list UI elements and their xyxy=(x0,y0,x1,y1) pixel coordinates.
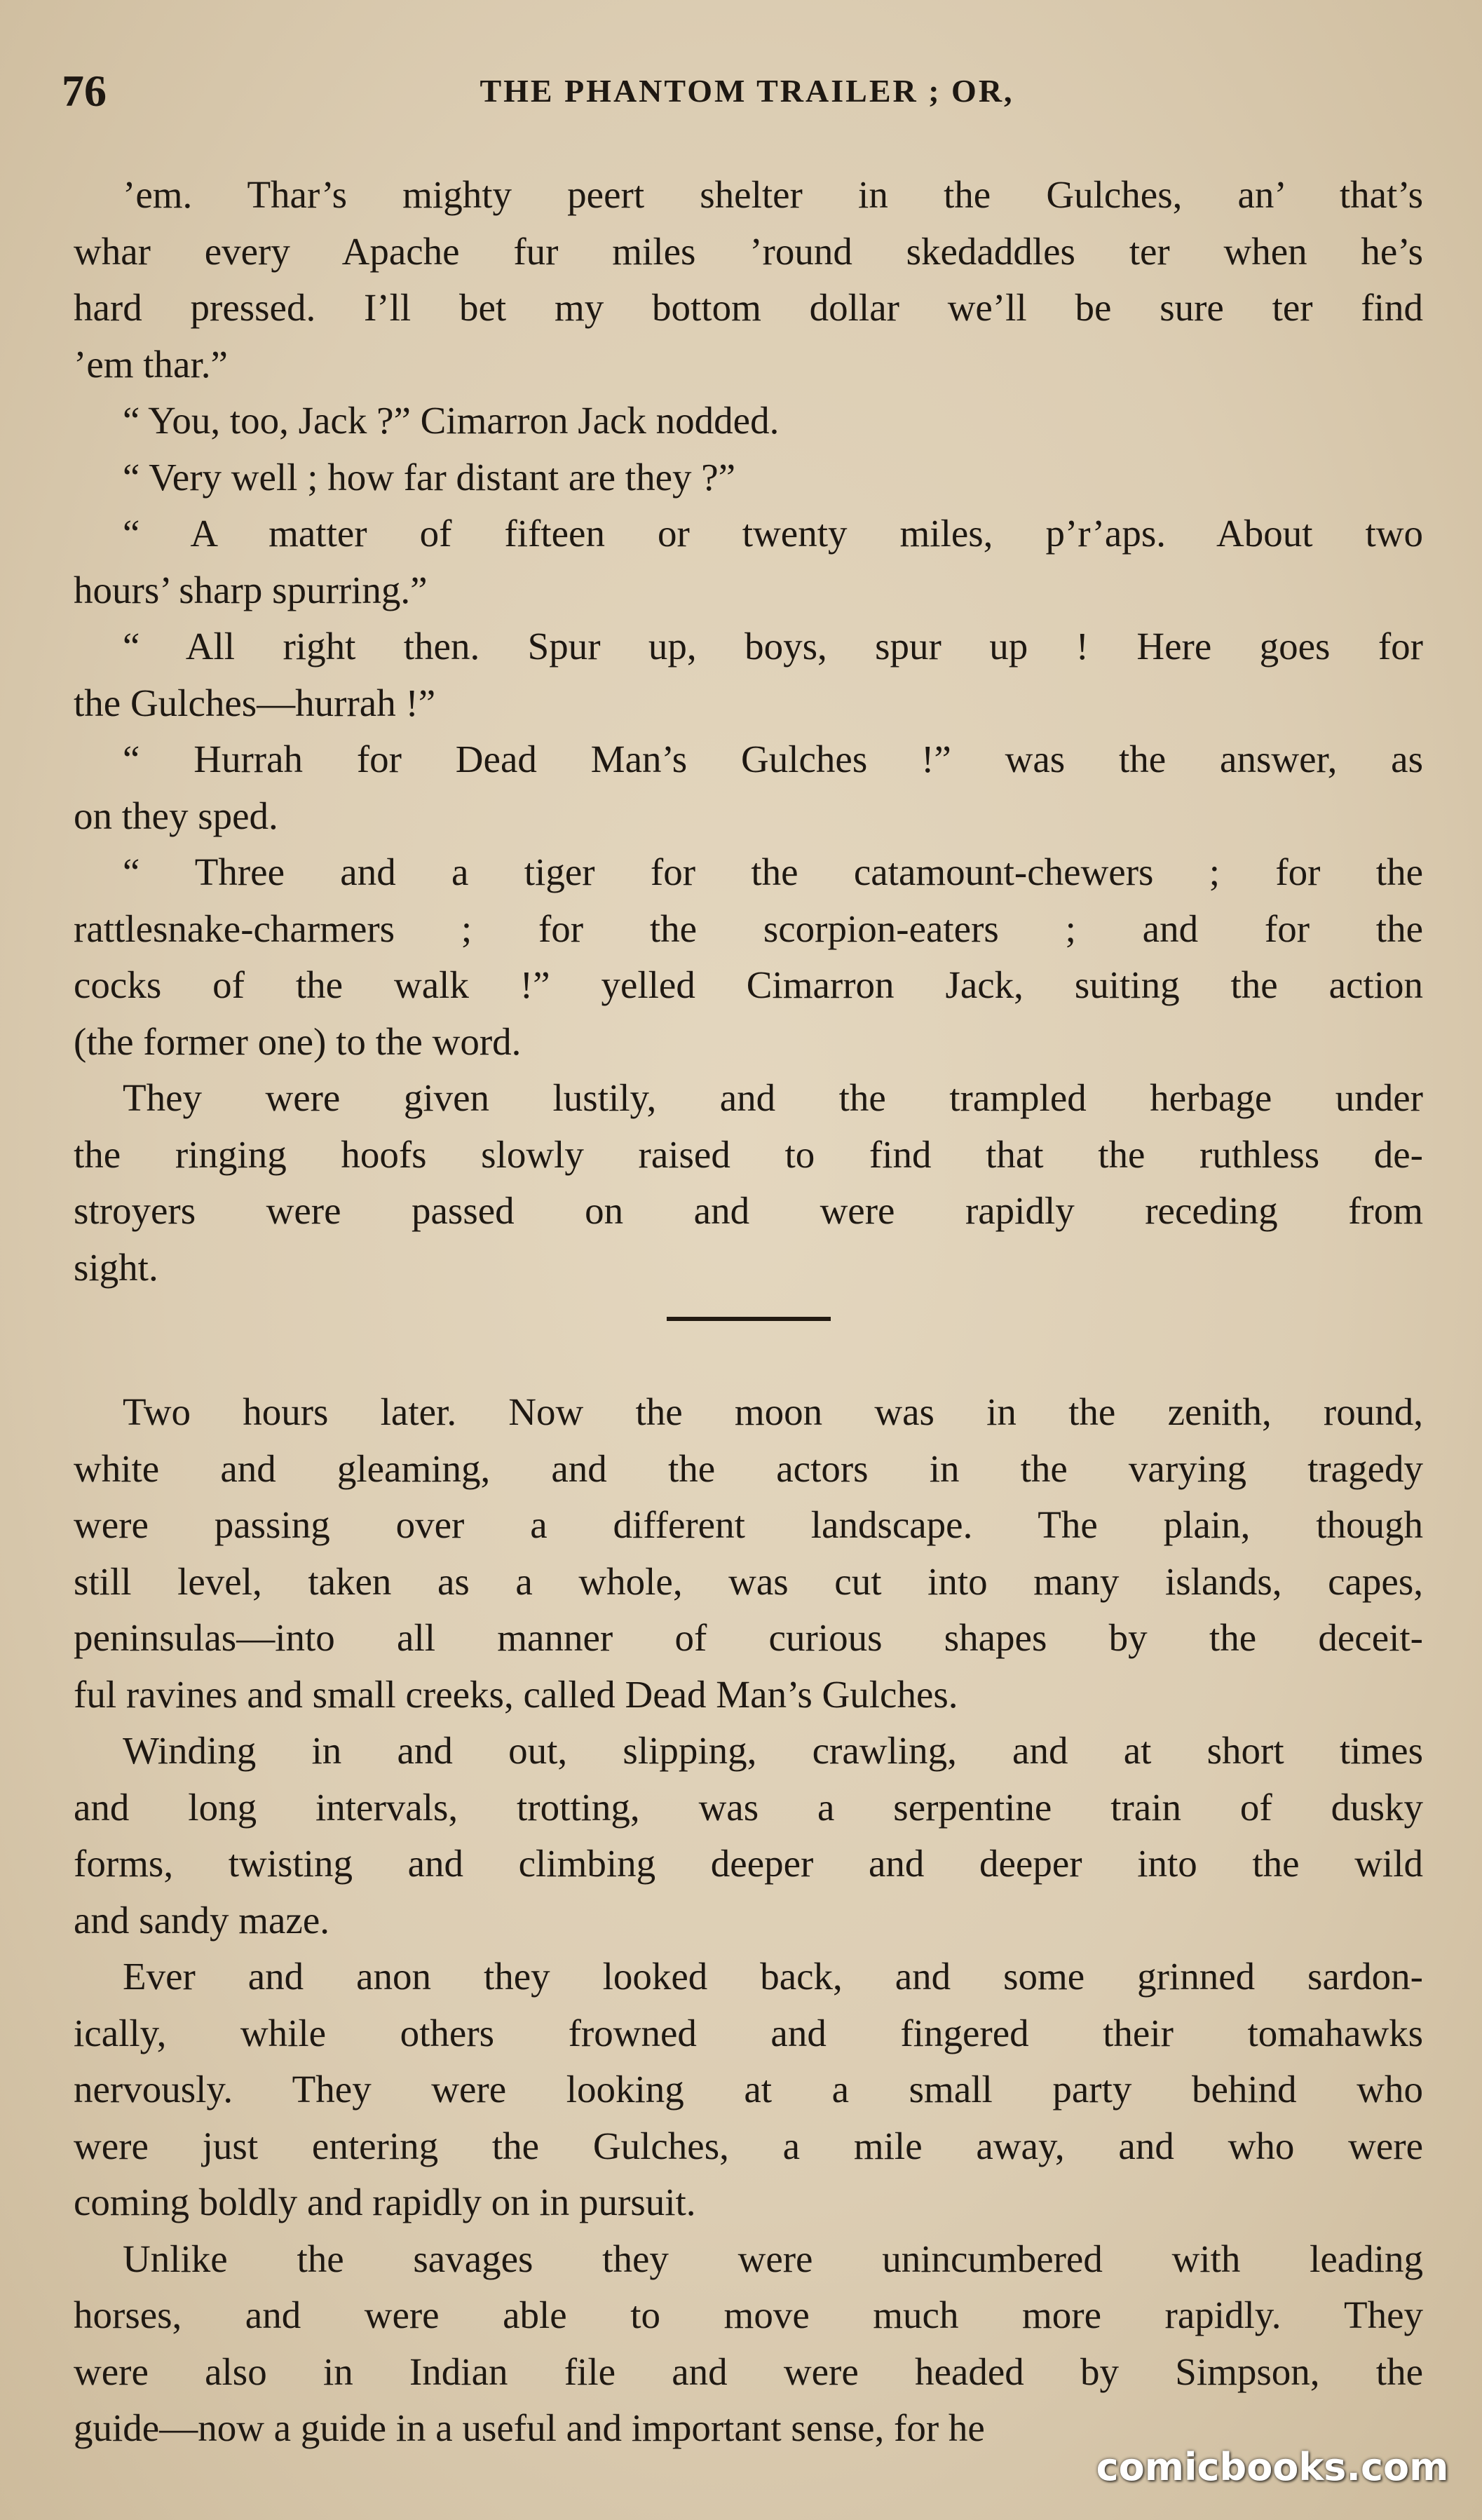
text-line: forms, twisting and climbing deeper and deeper into the wild xyxy=(74,1842,1423,1885)
text-line: Unlike the savages they were unincumbered with leading xyxy=(123,2237,1423,2280)
text-line: were passing over a different landscape. The plain, though xyxy=(74,1503,1423,1546)
text-line: still level, taken as a whole, was cut into many islands, capes, xyxy=(74,1559,1423,1603)
text-line: cocks of the walk !” yelled Cimarron Jack, suiting the action xyxy=(74,963,1423,1006)
text-line: were just entering the Gulches, a mile away, and who were xyxy=(74,2124,1423,2167)
text-line: coming boldly and rapidly on in pursuit. xyxy=(74,2181,696,2223)
text-line: Ever and anon they looked back, and some grinned sardon- xyxy=(123,1955,1423,1998)
body-text xyxy=(74,167,1423,2457)
text-line: sight. xyxy=(74,1245,158,1289)
text-line: peninsulas—into all manner of curious shapes by the deceit- xyxy=(74,1616,1423,1659)
text-line: “ Very well ; how far distant are they ?” xyxy=(123,455,736,499)
text-line: the ringing hoofs slowly raised to find that the ruthless de- xyxy=(74,1132,1423,1176)
text-line: and sandy maze. xyxy=(74,1898,329,1942)
text-line: rattlesnake-charmers ; for the scorpion-eaters ; and for the xyxy=(74,907,1423,950)
text-line: Two hours later. Now the moon was in the zenith, round, xyxy=(123,1390,1423,1433)
text-line: guide—now a guide in a useful and important sense, for he xyxy=(74,2406,985,2449)
text-line: whar every Apache fur miles ’round skedaddles ter when he’s xyxy=(74,229,1423,273)
text-line: hours’ sharp spurring.” xyxy=(74,568,428,611)
text-line: (the former one) to the word. xyxy=(74,1019,522,1063)
text-line: “ All right then. Spur up, boys, spur up ! Here goes for xyxy=(123,625,1423,668)
text-line: hard pressed. I’ll bet my bottom dollar we’ll be sure ter find xyxy=(74,286,1423,329)
text-line: horses, and were able to move much more rapidly. They xyxy=(74,2294,1423,2336)
text-line: “ Hurrah for Dead Man’s Gulches !” was the answer, as xyxy=(123,738,1423,780)
text-line: on they sped. xyxy=(74,794,278,837)
text-line: “ You, too, Jack ?” Cimarron Jack nodded. xyxy=(123,399,780,442)
text-line: “ A matter of fifteen or twenty miles, p’r’aps. About two xyxy=(123,512,1423,555)
text-line: and long intervals, trotting, was a serpentine train of dusky xyxy=(74,1785,1423,1829)
text-line: the Gulches—hurrah !” xyxy=(74,681,436,724)
text-line: ically, while others frowned and fingered their tomahawks xyxy=(74,2011,1423,2054)
text-line: ’em. Thar’s mighty peert shelter in the Gulches, an’ that’s xyxy=(123,173,1423,216)
text-line: white and gleaming, and the actors in the varying tragedy xyxy=(74,1447,1423,1490)
running-title: THE PHANTOM TRAILER ; OR, xyxy=(480,73,1014,109)
text-line: nervously. They were looking at a small party behind who xyxy=(74,2068,1423,2111)
text-line: stroyers were passed on and were rapidly receding from xyxy=(74,1189,1423,1232)
text-line: ’em thar.” xyxy=(74,342,228,386)
section-divider xyxy=(667,1317,831,1321)
watermark: comicbooks.com xyxy=(1096,2445,1449,2489)
text-line: “ Three and a tiger for the catamount-chewers ; for the xyxy=(123,851,1423,893)
text-line: ful ravines and small creeks, called Dead Man’s Gulches. xyxy=(74,1672,958,1716)
text-line: Winding in and out, slipping, crawling, and at short times xyxy=(123,1729,1423,1772)
running-head xyxy=(62,63,1432,119)
text-line: were also in Indian file and were headed by Simpson, the xyxy=(74,2350,1423,2393)
text-line: They were given lustily, and the trampled herbage under xyxy=(123,1076,1423,1119)
page-number: 76 xyxy=(62,66,107,116)
